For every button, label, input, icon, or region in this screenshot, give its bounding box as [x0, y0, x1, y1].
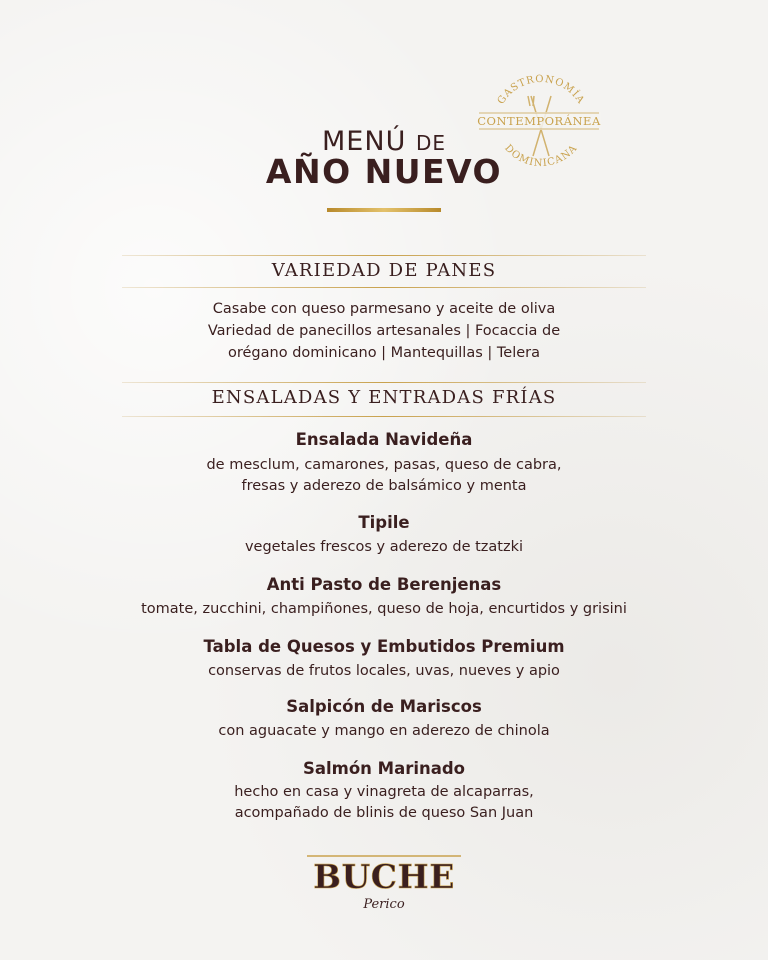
logo-sub-text: Perico	[363, 897, 405, 912]
dish-name: Ensalada Navideña	[295, 430, 473, 449]
dish-description-line: fresas y aderezo de balsámico y menta	[241, 478, 527, 494]
section-title-panes: VARIEDAD DE PANES	[271, 260, 497, 281]
title-underline-divider	[327, 208, 441, 212]
dish-description-line: vegetales frescos y aderezo de tzatzki	[244, 539, 524, 555]
dish-description	[0, 455, 768, 497]
badge-bottom-text: DOMINICANA	[502, 142, 580, 170]
dish-description-line: tomate, zucchini, champiñones, queso de hoja, encurtidos y grisini	[141, 601, 627, 617]
dish-description	[0, 661, 768, 682]
gastronomia-badge	[473, 74, 605, 174]
dish-name: Salpicón de Mariscos	[286, 697, 482, 716]
buche-perico-logo	[297, 852, 471, 914]
svg-text:GASTRONOMÍA	[496, 74, 587, 106]
menu-title-line2: AÑO NUEVO	[265, 152, 503, 191]
dish-name: Anti Pasto de Berenjenas	[266, 575, 502, 594]
dish-description	[0, 721, 768, 742]
section-divider	[122, 287, 646, 288]
logo-main-text: BUCHE	[313, 857, 455, 896]
dish-name: Tabla de Quesos y Embutidos Premium	[203, 637, 565, 656]
dish-description	[0, 599, 768, 620]
section-divider	[122, 255, 646, 256]
section-divider	[122, 416, 646, 417]
dish-description-line: conservas de frutos locales, uvas, nueves y apio	[208, 663, 560, 679]
menu-title-de: DE	[415, 131, 446, 155]
panes-line: Variedad de panecillos artesanales | Focaccia de	[207, 323, 561, 339]
menu-title-main: MENÚ	[322, 126, 407, 157]
dish-name: Tipile	[358, 513, 410, 532]
section-title-ensaladas: ENSALADAS Y ENTRADAS FRÍAS	[211, 387, 557, 408]
dish-description	[0, 782, 768, 824]
panes-description	[0, 298, 768, 364]
section-divider	[122, 382, 646, 383]
dish-description	[0, 537, 768, 558]
svg-text:DOMINICANA	[502, 143, 580, 169]
badge-top-text: GASTRONOMÍA	[495, 74, 587, 107]
panes-line: orégano dominicano | Mantequillas | Telera	[228, 345, 540, 361]
dish-description-line: de mesclum, camarones, pasas, queso de cabra,	[206, 457, 562, 473]
dish-description-line: hecho en casa y vinagreta de alcaparras,	[234, 784, 534, 800]
dish-description-line: acompañado de blinis de queso San Juan	[234, 805, 534, 821]
panes-line: Casabe con queso parmesano y aceite de oliva	[212, 301, 556, 317]
dish-description-line: con aguacate y mango en aderezo de chinola	[218, 723, 550, 739]
dish-name: Salmón Marinado	[302, 759, 466, 778]
badge-middle-text: CONTEMPORÁNEA	[477, 114, 601, 128]
